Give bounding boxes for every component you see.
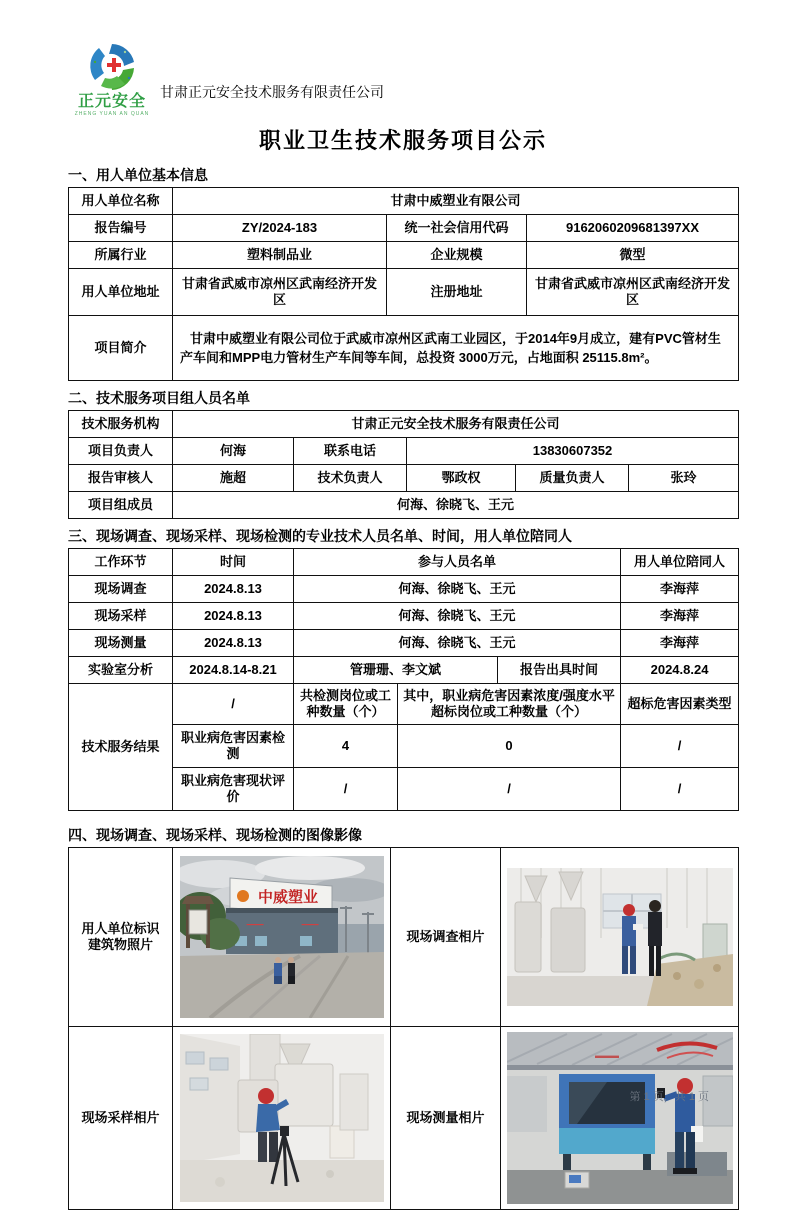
table-row bbox=[69, 657, 739, 684]
page-number: 第 1 页，共 1 页 bbox=[629, 1091, 709, 1103]
photo-cell-measure bbox=[501, 1027, 739, 1210]
label-cell: 职业病危害现状评价 bbox=[173, 768, 294, 811]
table-row bbox=[69, 684, 739, 725]
value-cell: / bbox=[173, 684, 294, 725]
table-row bbox=[69, 576, 739, 603]
value-cell: 0 bbox=[398, 725, 621, 768]
section-heading-basic: 一、用人单位基本信息 bbox=[68, 167, 208, 183]
escort-cell: 李海萍 bbox=[621, 576, 739, 603]
photo-table bbox=[68, 847, 739, 1210]
value-cell: / bbox=[621, 768, 739, 811]
label-cell: 企业规模 bbox=[387, 242, 527, 269]
time-cell: 2024.8.13 bbox=[173, 576, 294, 603]
section-heading-field: 三、现场调查、现场采样、现场检测的专业技术人员名单、时间，用人单位陪同人 bbox=[68, 528, 572, 544]
value-cell: / bbox=[398, 768, 621, 811]
table-row bbox=[69, 438, 739, 465]
time-cell: 2024.8.14-8.21 bbox=[173, 657, 294, 684]
svg-text:━━━━: ━━━━ bbox=[301, 922, 318, 929]
table-row bbox=[69, 630, 739, 657]
value-cell: 13830607352 bbox=[407, 438, 739, 465]
label-cell: 项目简介 bbox=[69, 316, 173, 381]
header-cell: 时间 bbox=[173, 549, 294, 576]
table-row bbox=[69, 188, 739, 215]
basic-info-table bbox=[68, 187, 739, 381]
document-title: 职业卫生技术服务项目公示 bbox=[258, 128, 547, 153]
company-logo bbox=[68, 40, 156, 118]
value-cell: 4 bbox=[294, 725, 398, 768]
value-cell: 鄂政权 bbox=[407, 465, 516, 492]
label-cell: 所属行业 bbox=[69, 242, 173, 269]
label-cell: 技术负责人 bbox=[294, 465, 407, 492]
table-row bbox=[69, 1027, 739, 1210]
time-cell: 2024.8.13 bbox=[173, 630, 294, 657]
logo-mark-icon bbox=[81, 40, 143, 94]
value-cell: 微型 bbox=[527, 242, 739, 269]
value-cell: / bbox=[621, 725, 739, 768]
value-cell: 甘肃正元安全技术服务有限责任公司 bbox=[173, 411, 739, 438]
team-table bbox=[68, 410, 739, 519]
label-cell: 报告编号 bbox=[69, 215, 173, 242]
people-cell: 何海、徐晓飞、王元 bbox=[294, 576, 621, 603]
step-cell: 实验室分析 bbox=[69, 657, 173, 684]
value-cell: 何海 bbox=[173, 438, 294, 465]
table-row bbox=[69, 603, 739, 630]
building-photo bbox=[180, 856, 384, 1018]
label-cell: 报告审核人 bbox=[69, 465, 173, 492]
photo-caption-sampling: 现场采样相片 bbox=[69, 1027, 173, 1210]
people-cell: 何海、徐晓飞、王元 bbox=[294, 603, 621, 630]
table-row bbox=[69, 316, 739, 381]
label-cell: 职业病危害因素检测 bbox=[173, 725, 294, 768]
time-cell: 2024.8.13 bbox=[173, 603, 294, 630]
photo-caption-survey: 现场调查相片 bbox=[391, 848, 501, 1027]
label-cell: 用人单位地址 bbox=[69, 269, 173, 316]
table-row bbox=[69, 848, 739, 1027]
photo-cell-survey bbox=[501, 848, 739, 1027]
logo-text: 正元安全 bbox=[77, 93, 146, 110]
label-cell: 联系电话 bbox=[294, 438, 407, 465]
table-row bbox=[69, 492, 739, 519]
escort-cell: 李海萍 bbox=[621, 630, 739, 657]
photo-caption-building: 用人单位标识建筑物照片 bbox=[69, 848, 173, 1027]
value-cell: 塑料制品业 bbox=[173, 242, 387, 269]
label-cell: 项目组成员 bbox=[69, 492, 173, 519]
sampling-photo bbox=[180, 1034, 384, 1202]
survey-photo bbox=[507, 868, 733, 1006]
table-row bbox=[69, 411, 739, 438]
svg-text:▬▬▬: ▬▬▬ bbox=[594, 1051, 619, 1060]
value-cell: 张玲 bbox=[629, 465, 739, 492]
label-cell: 项目负责人 bbox=[69, 438, 173, 465]
label-cell: 统一社会信用代码 bbox=[387, 215, 527, 242]
value-cell: 9162060209681397XX bbox=[527, 215, 739, 242]
value-cell: 何海、徐晓飞、王元 bbox=[173, 492, 739, 519]
escort-cell: 李海萍 bbox=[621, 603, 739, 630]
step-cell: 现场测量 bbox=[69, 630, 173, 657]
label-cell: 报告出具时间 bbox=[498, 657, 621, 684]
header-cell: 超标危害因素类型 bbox=[621, 684, 739, 725]
results-label-cell: 技术服务结果 bbox=[69, 684, 173, 811]
label-cell: 注册地址 bbox=[387, 269, 527, 316]
table-row bbox=[69, 215, 739, 242]
step-cell: 现场采样 bbox=[69, 603, 173, 630]
table-row bbox=[69, 242, 739, 269]
table-header-row bbox=[69, 549, 739, 576]
people-cell: 管珊珊、李文斌 bbox=[294, 657, 498, 684]
label-cell: 用人单位名称 bbox=[69, 188, 173, 215]
header-cell: 工作环节 bbox=[69, 549, 173, 576]
photo-cell-sampling bbox=[173, 1027, 391, 1210]
value-cell: 甘肃省武威市凉州区武南经济开发区 bbox=[527, 269, 739, 316]
field-work-table bbox=[68, 548, 739, 811]
value-cell: 施超 bbox=[173, 465, 294, 492]
value-cell: 2024.8.24 bbox=[621, 657, 739, 684]
project-intro-text: 甘肃中威塑业有限公司位于武威市凉州区武南工业园区，于2014年9月成立，建有PVC管材生产车间和MPP电力管材生产车间等车间，总投资 3000万元，占地面积 25115.8m²。 bbox=[173, 316, 739, 381]
measure-photo bbox=[507, 1032, 733, 1204]
label-cell: 质量负责人 bbox=[516, 465, 629, 492]
people-cell: 何海、徐晓飞、王元 bbox=[294, 630, 621, 657]
table-row bbox=[69, 269, 739, 316]
logo-subtext: ZHENG YUAN AN QUAN bbox=[74, 111, 150, 117]
section-heading-team: 二、技术服务项目组人员名单 bbox=[68, 390, 250, 406]
header-cell: 其中，职业病危害因素浓度/强度水平超标岗位或工种数量（个） bbox=[398, 684, 621, 725]
company-name: 甘肃正元安全技术服务有限责任公司 bbox=[160, 84, 384, 100]
header-cell: 用人单位陪同人 bbox=[621, 549, 739, 576]
value-cell: 甘肃中威塑业有限公司 bbox=[173, 188, 739, 215]
document-header bbox=[68, 34, 738, 118]
building-sign-text: 中威塑业 bbox=[257, 889, 318, 906]
svg-text:━━━━: ━━━━ bbox=[246, 922, 263, 929]
value-cell: / bbox=[294, 768, 398, 811]
step-cell: 现场调查 bbox=[69, 576, 173, 603]
table-row bbox=[69, 465, 739, 492]
value-cell: ZY/2024-183 bbox=[173, 215, 387, 242]
section-heading-photos: 四、现场调查、现场采样、现场检测的图像影像 bbox=[68, 827, 362, 843]
label-cell: 技术服务机构 bbox=[69, 411, 173, 438]
photo-cell-building bbox=[173, 848, 391, 1027]
page-content bbox=[68, 34, 738, 1210]
value-cell: 甘肃省武威市凉州区武南经济开发区 bbox=[173, 269, 387, 316]
header-cell: 参与人员名单 bbox=[294, 549, 621, 576]
header-cell: 共检测岗位或工种数量（个） bbox=[294, 684, 398, 725]
photo-caption-measure: 现场测量相片 bbox=[391, 1027, 501, 1210]
